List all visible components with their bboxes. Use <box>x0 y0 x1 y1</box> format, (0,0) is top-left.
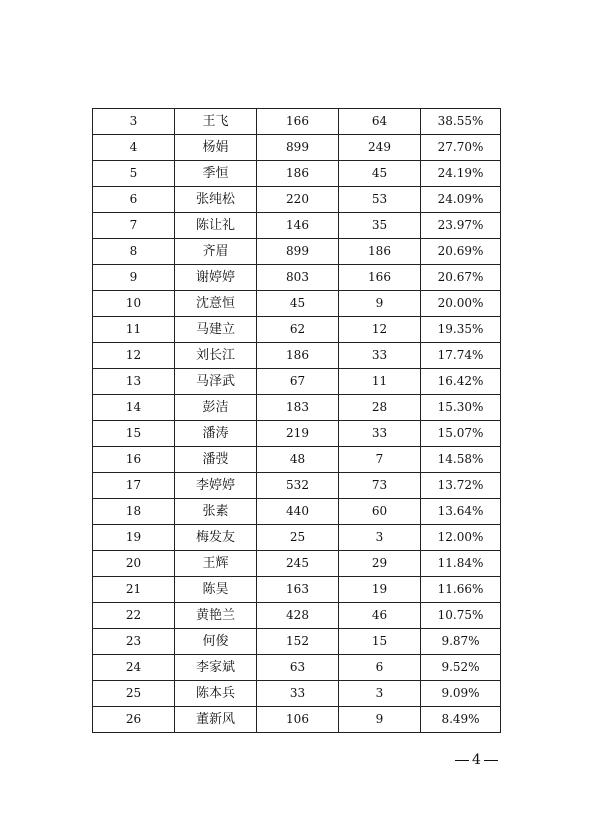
cell-rate: 20.67% <box>421 265 501 291</box>
cell-count: 166 <box>339 265 421 291</box>
cell-rank: 26 <box>93 707 175 733</box>
cell-name: 张纯松 <box>175 187 257 213</box>
cell-count: 9 <box>339 707 421 733</box>
cell-name: 彭洁 <box>175 395 257 421</box>
cell-rate: 9.52% <box>421 655 501 681</box>
cell-name: 齐眉 <box>175 239 257 265</box>
cell-rank: 23 <box>93 629 175 655</box>
cell-name: 谢婷婷 <box>175 265 257 291</box>
cell-count: 46 <box>339 603 421 629</box>
cell-total: 45 <box>257 291 339 317</box>
table-row <box>93 135 501 161</box>
cell-rank: 20 <box>93 551 175 577</box>
cell-rank: 25 <box>93 681 175 707</box>
cell-name: 何俊 <box>175 629 257 655</box>
cell-rate: 24.09% <box>421 187 501 213</box>
table-row <box>93 447 501 473</box>
cell-count: 35 <box>339 213 421 239</box>
cell-total: 803 <box>257 265 339 291</box>
cell-total: 152 <box>257 629 339 655</box>
cell-total: 63 <box>257 655 339 681</box>
cell-rate: 27.70% <box>421 135 501 161</box>
cell-rank: 11 <box>93 317 175 343</box>
cell-rate: 12.00% <box>421 525 501 551</box>
table-row <box>93 291 501 317</box>
cell-rate: 11.66% <box>421 577 501 603</box>
table-row <box>93 239 501 265</box>
table-row <box>93 525 501 551</box>
cell-rank: 5 <box>93 161 175 187</box>
cell-rank: 14 <box>93 395 175 421</box>
table-row <box>93 473 501 499</box>
cell-name: 王飞 <box>175 109 257 135</box>
cell-rank: 13 <box>93 369 175 395</box>
table-body <box>93 109 501 733</box>
cell-rate: 9.87% <box>421 629 501 655</box>
cell-rate: 13.64% <box>421 499 501 525</box>
page-number: 4 <box>472 752 481 768</box>
cell-count: 9 <box>339 291 421 317</box>
cell-rate: 9.09% <box>421 681 501 707</box>
cell-total: 219 <box>257 421 339 447</box>
cell-count: 186 <box>339 239 421 265</box>
cell-count: 53 <box>339 187 421 213</box>
cell-rank: 16 <box>93 447 175 473</box>
cell-count: 28 <box>339 395 421 421</box>
cell-rate: 14.58% <box>421 447 501 473</box>
cell-rank: 10 <box>93 291 175 317</box>
cell-rate: 23.97% <box>421 213 501 239</box>
cell-total: 899 <box>257 135 339 161</box>
cell-name: 马建立 <box>175 317 257 343</box>
cell-rate: 13.72% <box>421 473 501 499</box>
table-row <box>93 109 501 135</box>
cell-rate: 19.35% <box>421 317 501 343</box>
cell-rank: 24 <box>93 655 175 681</box>
table-row <box>93 265 501 291</box>
table-row <box>93 629 501 655</box>
table-row <box>93 421 501 447</box>
footer-dash-left <box>455 760 469 761</box>
cell-total: 220 <box>257 187 339 213</box>
cell-count: 11 <box>339 369 421 395</box>
table-row <box>93 343 501 369</box>
cell-name: 季恒 <box>175 161 257 187</box>
cell-rank: 8 <box>93 239 175 265</box>
cell-rate: 8.49% <box>421 707 501 733</box>
cell-rate: 15.30% <box>421 395 501 421</box>
cell-count: 3 <box>339 681 421 707</box>
table-row <box>93 499 501 525</box>
cell-count: 45 <box>339 161 421 187</box>
cell-name: 李家斌 <box>175 655 257 681</box>
cell-rate: 17.74% <box>421 343 501 369</box>
cell-name: 刘长江 <box>175 343 257 369</box>
cell-rate: 20.69% <box>421 239 501 265</box>
cell-count: 33 <box>339 421 421 447</box>
table-row <box>93 213 501 239</box>
cell-total: 532 <box>257 473 339 499</box>
footer-dash-right <box>484 760 498 761</box>
cell-count: 19 <box>339 577 421 603</box>
cell-count: 7 <box>339 447 421 473</box>
table-row <box>93 603 501 629</box>
page-footer <box>455 752 498 768</box>
cell-rank: 22 <box>93 603 175 629</box>
cell-rank: 18 <box>93 499 175 525</box>
table-row <box>93 577 501 603</box>
cell-count: 73 <box>339 473 421 499</box>
cell-total: 183 <box>257 395 339 421</box>
cell-total: 146 <box>257 213 339 239</box>
cell-total: 186 <box>257 161 339 187</box>
cell-rate: 11.84% <box>421 551 501 577</box>
cell-count: 29 <box>339 551 421 577</box>
cell-count: 33 <box>339 343 421 369</box>
cell-rank: 9 <box>93 265 175 291</box>
cell-name: 陈本兵 <box>175 681 257 707</box>
cell-rate: 20.00% <box>421 291 501 317</box>
cell-rank: 12 <box>93 343 175 369</box>
table-row <box>93 395 501 421</box>
table-row <box>93 317 501 343</box>
cell-total: 245 <box>257 551 339 577</box>
cell-rank: 19 <box>93 525 175 551</box>
cell-name: 梅发友 <box>175 525 257 551</box>
table-row <box>93 655 501 681</box>
cell-name: 马泽武 <box>175 369 257 395</box>
cell-rank: 15 <box>93 421 175 447</box>
cell-rank: 4 <box>93 135 175 161</box>
cell-total: 25 <box>257 525 339 551</box>
ranking-table <box>92 108 501 733</box>
table-row <box>93 551 501 577</box>
cell-rank: 7 <box>93 213 175 239</box>
cell-rate: 10.75% <box>421 603 501 629</box>
cell-name: 杨娟 <box>175 135 257 161</box>
cell-rank: 17 <box>93 473 175 499</box>
cell-total: 428 <box>257 603 339 629</box>
cell-rate: 16.42% <box>421 369 501 395</box>
cell-total: 48 <box>257 447 339 473</box>
cell-rate: 38.55% <box>421 109 501 135</box>
cell-count: 64 <box>339 109 421 135</box>
cell-total: 166 <box>257 109 339 135</box>
cell-name: 潘弢 <box>175 447 257 473</box>
cell-total: 899 <box>257 239 339 265</box>
cell-name: 黄艳兰 <box>175 603 257 629</box>
cell-count: 6 <box>339 655 421 681</box>
table-row <box>93 187 501 213</box>
table-row <box>93 707 501 733</box>
cell-name: 董新风 <box>175 707 257 733</box>
cell-total: 186 <box>257 343 339 369</box>
table-row <box>93 681 501 707</box>
cell-name: 陈昊 <box>175 577 257 603</box>
cell-rank: 6 <box>93 187 175 213</box>
table-row <box>93 161 501 187</box>
cell-count: 60 <box>339 499 421 525</box>
cell-total: 163 <box>257 577 339 603</box>
cell-rank: 21 <box>93 577 175 603</box>
cell-rank: 3 <box>93 109 175 135</box>
cell-name: 王辉 <box>175 551 257 577</box>
cell-count: 12 <box>339 317 421 343</box>
cell-count: 3 <box>339 525 421 551</box>
cell-name: 陈让礼 <box>175 213 257 239</box>
cell-rate: 15.07% <box>421 421 501 447</box>
cell-count: 249 <box>339 135 421 161</box>
cell-total: 106 <box>257 707 339 733</box>
cell-total: 33 <box>257 681 339 707</box>
cell-total: 67 <box>257 369 339 395</box>
cell-name: 张素 <box>175 499 257 525</box>
cell-name: 沈意恒 <box>175 291 257 317</box>
cell-rate: 24.19% <box>421 161 501 187</box>
cell-name: 李婷婷 <box>175 473 257 499</box>
cell-total: 440 <box>257 499 339 525</box>
cell-count: 15 <box>339 629 421 655</box>
table-row <box>93 369 501 395</box>
cell-total: 62 <box>257 317 339 343</box>
cell-name: 潘涛 <box>175 421 257 447</box>
